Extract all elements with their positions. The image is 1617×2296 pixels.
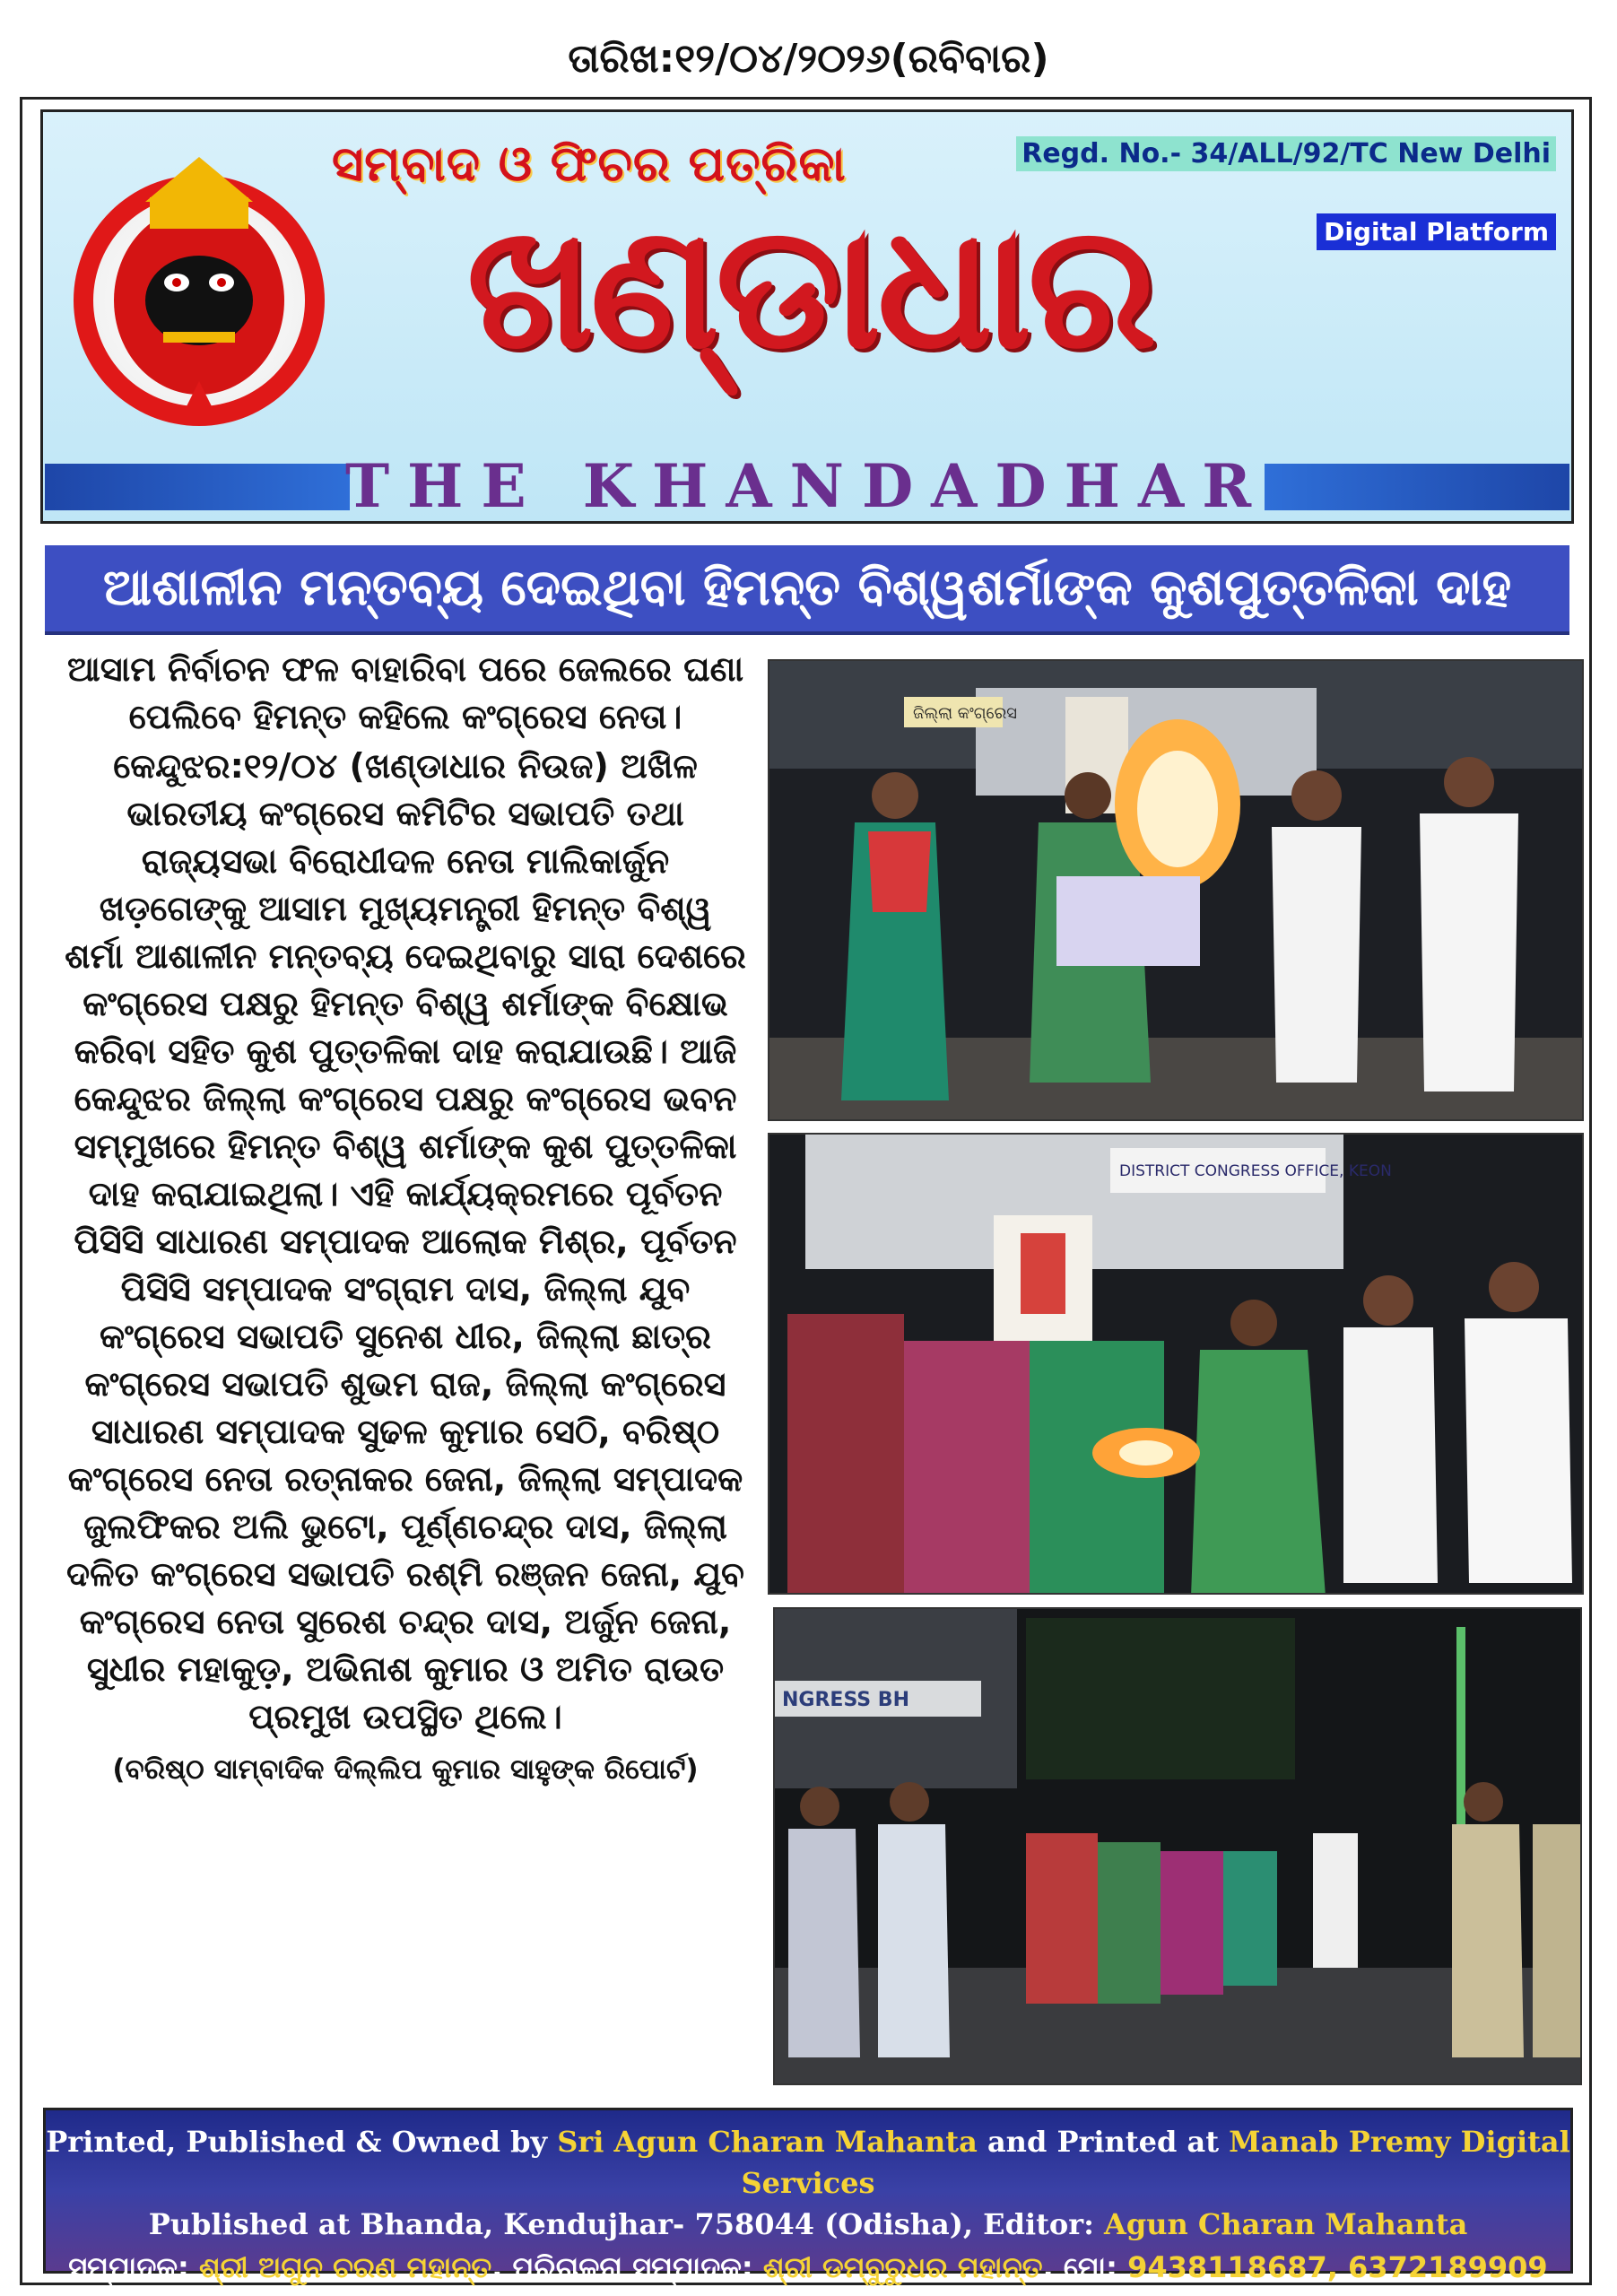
footer-imprint bbox=[43, 2108, 1573, 2284]
footer-editor-name: Agun Charan Mahanta bbox=[1104, 2207, 1468, 2241]
footer-phone-numbers: 9438118687, 6372189909 bbox=[1127, 2250, 1548, 2284]
burning-effigy-ground bbox=[1092, 1428, 1200, 1478]
footer-line-3 bbox=[46, 2245, 1570, 2290]
article-body: କେନ୍ଦୁଝର:୧୨/୦୪ (ଖଣ୍ଡାଧାର ନିଉଜ) ଅଖିଳ ଭାରତୀୟ କଂଗ୍ରେସ କମିଟିର ସଭାପତି ତଥା ରାଜ୍ୟସଭା ବିରୋଧୀଦଳ ନେତା ମାଲିକାର୍ଜୁନ ଖଡ଼ଗେଙ୍କୁ ଆସାମ ମୁଖ୍ୟମନ୍ତ୍ରୀ ହିମନ୍ତ ବିଶ୍ୱ ଶର୍ମା ଆଶାଳୀନ ମନ୍ତବ୍ୟ ଦେଇଥିବାରୁ ସାରା ଦେଶରେ କଂଗ୍ରେସ ପକ୍ଷରୁ ହିମନ୍ତ ବିଶ୍ୱ ଶର୍ମାଙ୍କ ବିକ୍ଷୋଭ କରିବା ସହିତ କୁଶ ପୁତ୍ତଳିକା ଦାହ କରାଯାଉଛି। ଆଜି କେନ୍ଦୁଝର ଜିଲ୍ଲା କଂଗ୍ରେସ ପକ୍ଷରୁ କଂଗ୍ରେସ ଭବନ ସମ୍ମୁଖରେ ହିମନ୍ତ ବିଶ୍ୱ ଶର୍ମାଙ୍କ କୁଶ ପୁତ୍ତଳିକା ଦାହ କରାଯାଇଥିଲା। ଏହି କାର୍ଯ୍ୟକ୍ରମରେ ପୂର୍ବତନ ପିସିସି ସାଧାରଣ ସମ୍ପାଦକ ଆଲୋକ ମିଶ୍ର, ପୂର୍ବତନ ପିସିସି ସମ୍ପାଦକ ସଂଗ୍ରାମ ଦାସ, ଜିଲ୍ଲା ଯୁବ କଂଗ୍ରେସ ସଭାପତି ସୁନେଶ ଧୀର, ଜିଲ୍ଲା ଛାତ୍ର କଂଗ୍ରେସ ସଭାପତି ଶୁଭମ ରାଜ, ଜିଲ୍ଲା କଂଗ୍ରେସ ସାଧାରଣ ସମ୍ପାଦକ ସୁଢଳ କୁମାର ସେଠି, ବରିଷ୍ଠ କଂଗ୍ରେସ ନେତା ରତ୍ନାକର ଜେନା, ଜିଲ୍ଲା ସମ୍ପାଦକ ଜୁଲଫିକର ଅଲି ଭୁଟୋ, ପୂର୍ଣ୍ଣଚନ୍ଦ୍ର ଦାସ, ଜିଲ୍ଲା ଦଳିତ କଂଗ୍ରେସ ସଭାପତି ରଶ୍ମି ରଞ୍ଜନ ଜେନା, ଯୁବ କଂଗ୍ରେସ ନେତା ସୁରେଶ ଚନ୍ଦ୍ର ଦାସ, ଅର୍ଜୁନ ଜେନା, ସୁଧୀର ମହାକୁଡ଼, ଅଭିନାଶ କୁମାର ଓ ଅମିତ ରାଉତ ପ୍ରମୁଖ ଉପସ୍ଥିତ ଥିଲେ। bbox=[65, 746, 746, 1736]
photo1-sign-text: ଜିଲ୍ଲା କଂଗ୍ରେସ bbox=[913, 704, 1017, 723]
footer-published-label: Published at Bhanda, Kendujhar- 758044 (Odisha), Editor: bbox=[148, 2207, 1105, 2241]
photo-effigy-burning-2 bbox=[768, 1133, 1584, 1595]
deity-logo-icon bbox=[65, 148, 334, 435]
photo2-sign-text: DISTRICT CONGRESS OFFICE, KEON bbox=[1119, 1162, 1392, 1180]
date-line: ତାରିଖ:୧୨/୦୪/୨୦୨୬(ରବିବାର) bbox=[568, 36, 1049, 82]
masthead-tagline: ସମ୍ବାଦ ଓ ଫିଚର ପତ୍ରିକା bbox=[332, 135, 847, 192]
photo3-sign-text: NGRESS BH bbox=[782, 1689, 909, 1711]
footer-phone-label: , ମୋ: bbox=[1042, 2250, 1128, 2284]
registration-number: Regd. No.- 34/ALL/92/TC New Delhi bbox=[1016, 136, 1556, 171]
article-text bbox=[65, 646, 746, 1794]
english-title: THE KHANDADHAR bbox=[344, 451, 1270, 521]
footer-editor-name-oriya: ଶ୍ରୀ ଅଗୁନ ଚରଣ ମହାନ୍ତ bbox=[198, 2250, 492, 2284]
photo-protest-march bbox=[773, 1607, 1582, 2085]
brand-logo-oriya: ଖଣ୍ଡାଧାର bbox=[466, 187, 1153, 387]
footer-line-1 bbox=[46, 2121, 1570, 2204]
photo-effigy-burning-1 bbox=[768, 659, 1584, 1121]
footer-printed-label: Printed, Published & Owned by bbox=[46, 2125, 558, 2159]
effigy-flame bbox=[1115, 719, 1240, 890]
article-subheading: ଆସାମ ନିର୍ବାଚନ ଫଳ ବାହାରିବା ପରେ ଜେଲରେ ଘଣା ପେଲିବେ ହିମନ୍ତ କହିଲେ କଂଗ୍ରେସ ନେତା। bbox=[67, 649, 743, 736]
footer-line-2 bbox=[46, 2204, 1570, 2245]
english-title-band bbox=[45, 453, 1569, 519]
footer-managing-editor-label: , ପରିଚାଳନା ସମ୍ପାଦକ: bbox=[491, 2250, 763, 2284]
footer-printed-at-label: and Printed at bbox=[977, 2125, 1230, 2159]
digital-platform-badge: Digital Platform bbox=[1317, 213, 1556, 250]
article-credit: (ବରିଷ୍ଠ ସାମ୍ବାଦିକ ଦିଲ୍ଲିପ କୁମାର ସାହୁଙ୍କ ରିପୋର୍ଟ) bbox=[112, 1753, 699, 1786]
footer-press-name: Manab Premy Digital Services bbox=[741, 2125, 1570, 2200]
footer-editor-label-oriya: ସମ୍ପାଦକ: bbox=[68, 2250, 199, 2284]
footer-owner-name: Sri Agun Charan Mahanta bbox=[557, 2125, 978, 2159]
article-headline: ଆଶାଳୀନ ମନ୍ତବ୍ୟ ଦେଇଥିବା ହିମନ୍ତ ବିଶ୍ୱଶର୍ମାଙ୍କ କୁଶପୁତ୍ତଳିକା ଦାହ bbox=[45, 545, 1569, 635]
footer-managing-editor-name: ଶ୍ରୀ ଡମ୍ବୁରୁଧର ମହାନ୍ତ bbox=[762, 2250, 1043, 2284]
